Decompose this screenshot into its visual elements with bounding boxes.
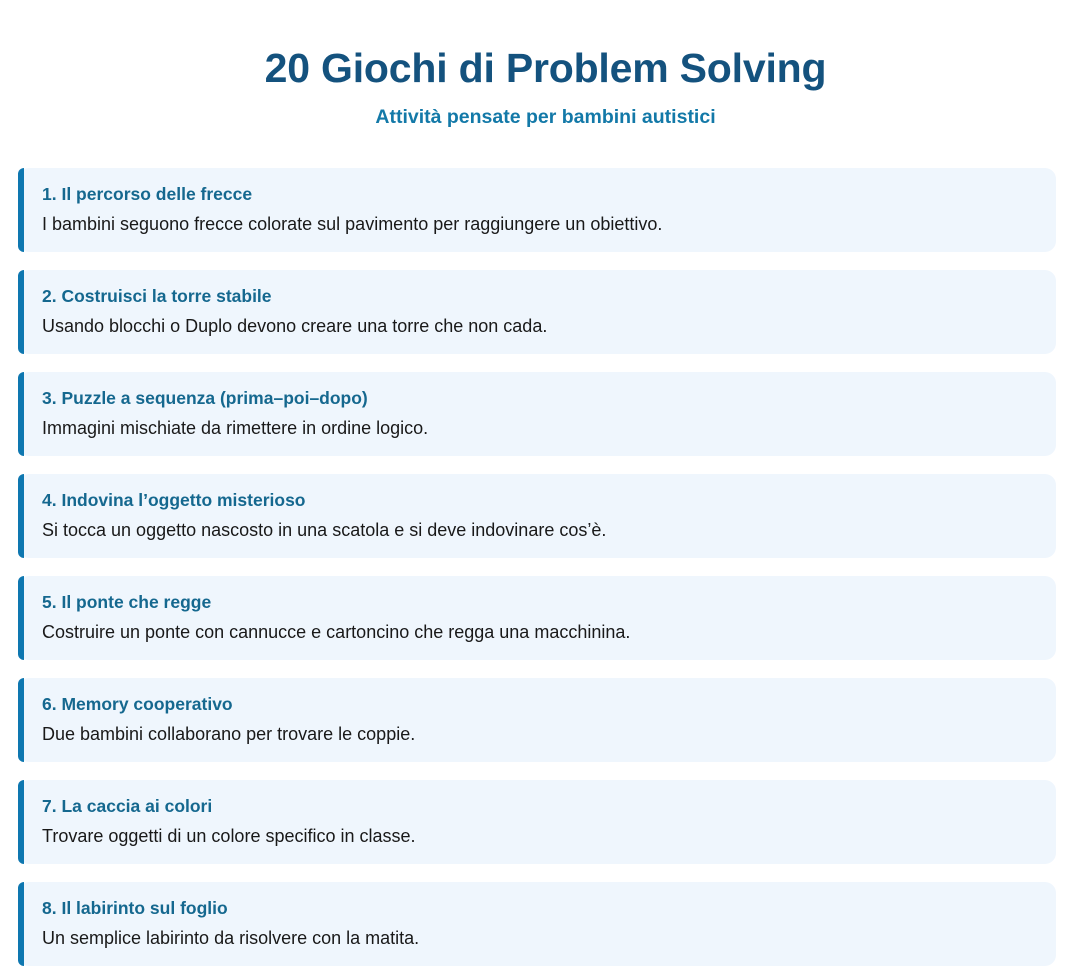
card-title: 8. Il labirinto sul foglio: [42, 898, 228, 918]
activity-card-list: [18, 168, 1056, 975]
activity-card: [18, 372, 1056, 456]
card-description: Trovare oggetti di un colore specifico in classe.: [42, 826, 416, 846]
card-description: Si tocca un oggetto nascosto in una scatola e si deve indovinare cos’è.: [42, 520, 607, 540]
card-title: 6. Memory cooperativo: [42, 694, 233, 714]
activity-card: [18, 882, 1056, 966]
activity-card: [18, 576, 1056, 660]
card-title: 4. Indovina l’oggetto misterioso: [42, 490, 306, 510]
page-subtitle: Attività pensate per bambini autistici: [375, 106, 716, 128]
card-description: I bambini seguono frecce colorate sul pavimento per raggiungere un obiettivo.: [42, 214, 663, 234]
card-description: Un semplice labirinto da risolvere con la matita.: [42, 928, 420, 948]
activity-card: [18, 168, 1056, 252]
card-title: 1. Il percorso delle frecce: [42, 184, 253, 204]
card-description: Due bambini collaborano per trovare le coppie.: [42, 724, 416, 744]
page-title: 20 Giochi di Problem Solving: [264, 45, 827, 91]
card-description: Costruire un ponte con cannucce e cartoncino che regga una macchinina.: [42, 622, 631, 642]
card-description: Immagini mischiate da rimettere in ordine logico.: [42, 418, 429, 438]
card-title: 3. Puzzle a sequenza (prima–poi–dopo): [42, 388, 368, 408]
card-description: Usando blocchi o Duplo devono creare una torre che non cada.: [42, 316, 548, 336]
page-header: [0, 0, 1091, 130]
card-title: 5. Il ponte che regge: [42, 592, 212, 612]
activity-card: [18, 474, 1056, 558]
activity-card: [18, 270, 1056, 354]
card-title: 2. Costruisci la torre stabile: [42, 286, 272, 306]
activity-card: [18, 678, 1056, 762]
activity-card: [18, 780, 1056, 864]
card-title: 7. La caccia ai colori: [42, 796, 213, 816]
